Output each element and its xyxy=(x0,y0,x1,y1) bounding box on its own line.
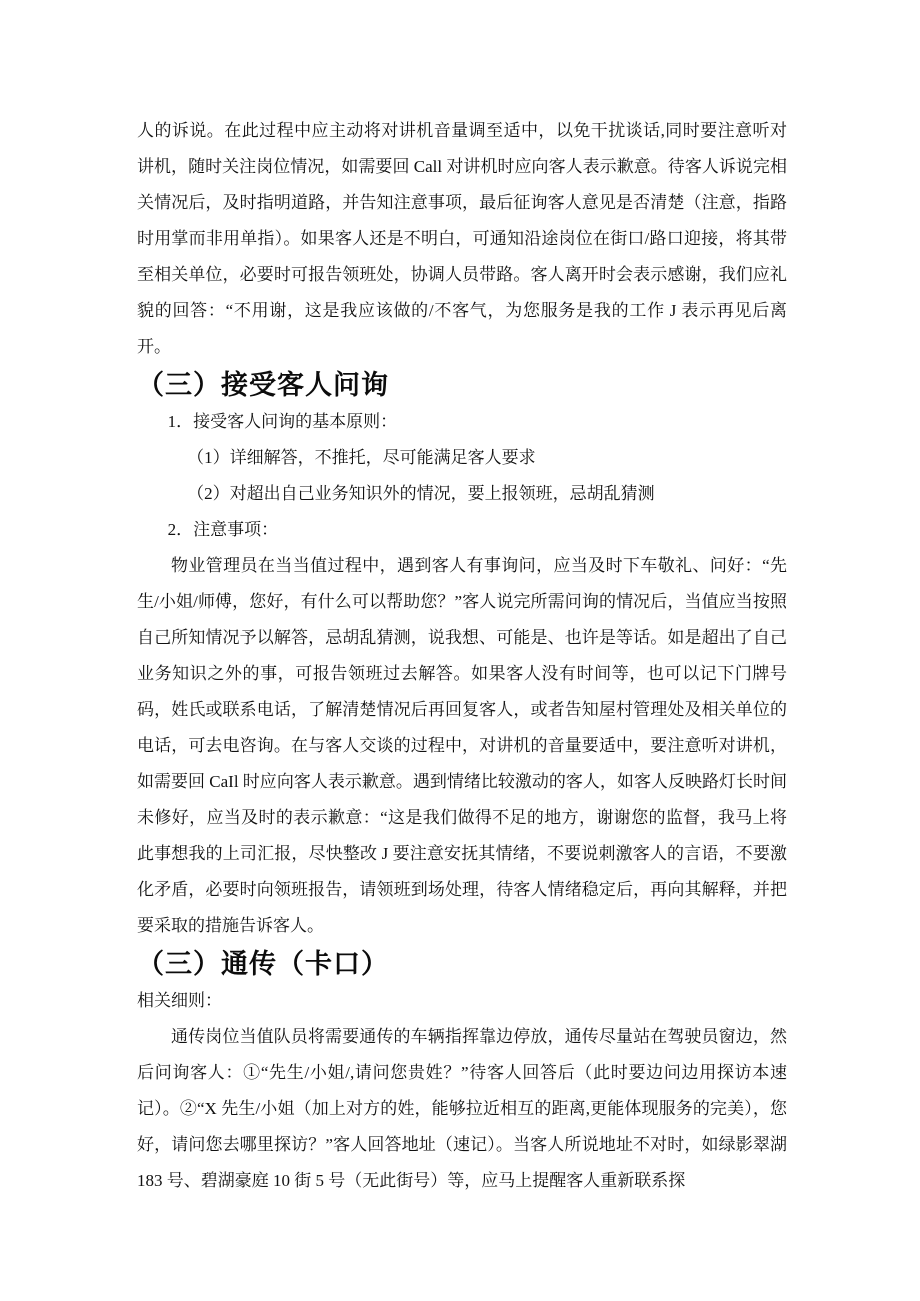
inquiry-principle-item-2: （2）对超出自己业务知识外的情况，要上报领班，忌胡乱猜测 xyxy=(187,484,655,503)
section-heading-tongchuan-checkpoint: （三）通传（卡口） xyxy=(137,949,389,979)
tongchuan-paragraph: 通传岗位当值队员将需要通传的车辆指挥靠边停放，通传尽量站在驾驶员窗边，然后问询客人：①“先生/小姐/,请问您贵姓？”待客人回答后（此时要边问边用探访本速记）。②“X 先生/小姐（加上对方的姓，能够拉近相互的距离,更能体现服务的完美），您好，请问您去哪里探访？”客人回答地址（速记）。当客人所说地址不对时，如绿影翠湖 183 号、碧湖豪庭 10 街 5 号（无此街号）等，应马上提醒客人重新联系探 xyxy=(137,1027,787,1190)
document-content xyxy=(137,113,787,1199)
inquiry-notes-title: 2．注意事项： xyxy=(167,520,279,539)
inquiry-principles-title: 1．接受客人问询的基本原则： xyxy=(167,412,398,431)
tongchuan-detail-rules-label: 相关细则： xyxy=(137,991,222,1010)
inquiry-principle-item-1: （1）详细解答，不推托，尽可能满足客人要求 xyxy=(187,448,536,467)
section-heading-receive-guest-inquiry: （三）接受客人问询 xyxy=(137,370,389,400)
continuation-paragraph: 人的诉说。在此过程中应主动将对讲机音量调至适中，以免干扰谈话,同时要注意听对讲机，随时关注岗位情况，如需要回 Call 对讲机时应向客人表示歉意。待客人诉说完相关情况后，及时指明道路，并告知注意事项，最后征询客人意见是否清楚（注意，指路时用掌而非用单指）。如果客人还是不明白，可通知沿途岗位在街口/路口迎接，将其带至相关单位，必要时可报告领班处，协调人员带路。客人离开时会表示感谢，我们应礼貌的回答：“不用谢，这是我应该做的/不客气，为您服务是我的工作 J 表示再见后离开。 xyxy=(137,121,787,356)
inquiry-notes-paragraph: 物业管理员在当当值过程中，遇到客人有事询问，应当及时下车敬礼、问好：“先生/小姐/师傅，您好，有什么可以帮助您？”客人说完所需问询的情况后，当值应当按照自己所知情况予以解答，忌胡乱猜测，说我想、可能是、也许是等话。如是超出了自己业务知识之外的事，可报告领班过去解答。如果客人没有时间等，也可以记下门牌号码，姓氏或联系电话，了解清楚情况后再回复客人，或者告知屋村管理处及相关单位的电话，可去电咨询。在与客人交谈的过程中，对讲机的音量要适中，要注意听对讲机，如需要回 CaIl 时应向客人表示歉意。遇到情绪比较激动的客人，如客人反映路灯长时间未修好，应当及时的表示歉意：“这是我们做得不足的地方，谢谢您的监督，我马上将此事想我的上司汇报，尽快整改 J 要注意安抚其情绪，不要说刺激客人的言语，不要激化矛盾，必要时向领班报告，请领班到场处理，待客人情绪稳定后，再向其解释，并把要采取的措施告诉客人。 xyxy=(137,556,787,935)
